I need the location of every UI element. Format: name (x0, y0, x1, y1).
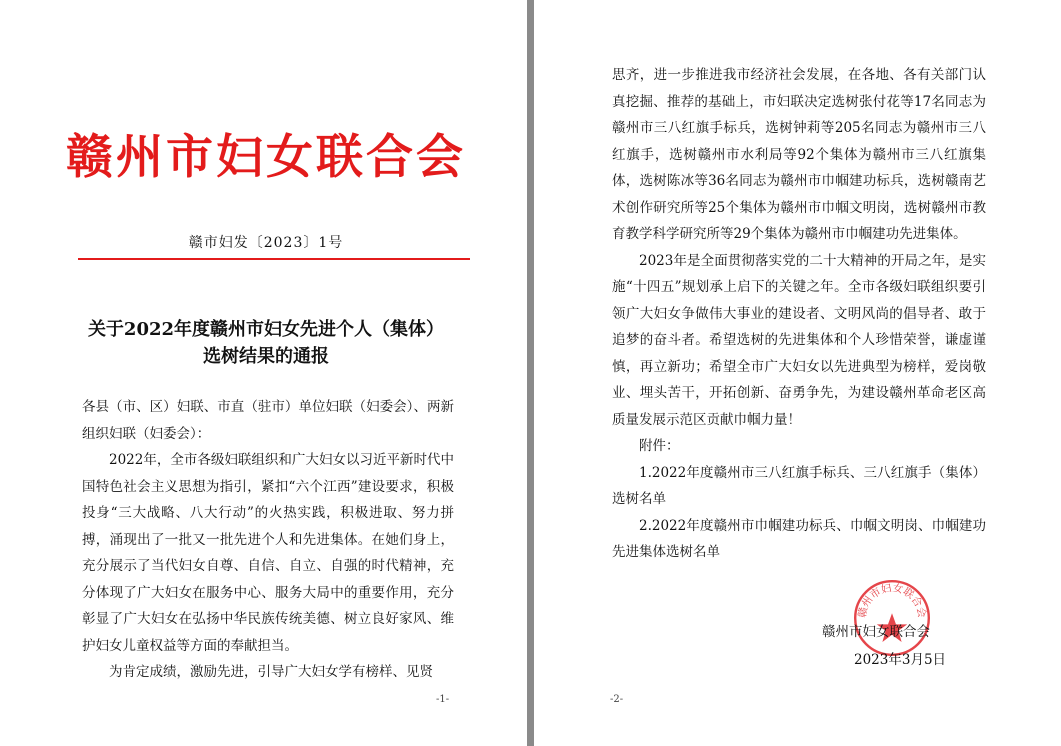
page-number: -1- (436, 694, 450, 705)
page-number: -2- (610, 694, 624, 705)
page1-body (82, 394, 454, 686)
signature-date: 2023年3月5日 (854, 652, 947, 668)
document-number: 赣市妇发〔2023〕1号 (188, 235, 344, 251)
paragraph-1: 2022年，全市各级妇联组织和广大妇女以习近平新时代中国特色社会主义思想为指引，紧扣“六个江西”建设要求，积极投身“三大战略、八大行动”的火热实践，积极进取、努力拼搏，涌现出了一批又一批先进个人和先进集体。在她们身上，充分展示了当代妇女自尊、自信、自立、自强的时代精神，充分体现了广大妇女在服务中心、服务大局中的重要作用，充分彰显了广大妇女在弘扬中华民族传统美德、树立良好家风、维护妇女儿童权益等方面的奉献担当。 (82, 452, 454, 654)
page2-body (612, 62, 986, 566)
attachments-label: 附件： (639, 438, 680, 454)
seal-text: 赣州市妇女联合会 (856, 582, 928, 619)
document-page-2 (534, 0, 1061, 746)
red-divider-line (78, 258, 470, 260)
attachment-2: 2.2022年度赣州市巾帼建功标兵、巾帼文明岗、巾帼建功先进集体选树名单 (612, 517, 986, 560)
official-seal-icon (852, 578, 932, 658)
attachment-1: 1.2022年度赣州市三八红旗手标兵、三八红旗手（集体）选树名单 (612, 464, 986, 507)
org-header-title: 赣州市妇女联合会 (66, 130, 466, 185)
paragraph-2-continued: 思齐，进一步推进我市经济社会发展，在各地、各有关部门认真挖掘、推荐的基础上，市妇联决定选树张付花等17名同志为赣州市三八红旗手标兵，选树钟莉等205名同志为赣州市三八红旗手，选树赣州市水利局等92个集体为赣州市三八红旗集体，选树陈冰等36名同志为赣州市巾帼建功标兵，选树赣南艺术创作研究所等25个集体为赣州市巾帼文明岗，选树赣州市教育教学科学研究所等29个集体为赣州市巾帼建功先进集体。 (612, 67, 986, 242)
notice-title (66, 316, 466, 370)
document-page-1 (0, 0, 527, 746)
notice-title-line2: 选树结果的通报 (203, 346, 329, 367)
signature-organization: 赣州市妇女联合会 (822, 624, 930, 640)
paragraph-2-start: 为肯定成绩，激励先进，引导广大妇女学有榜样、见贤 (109, 664, 433, 680)
notice-title-line1: 关于2022年度赣州市妇女先进个人（集体） (87, 319, 445, 340)
paragraph-3: 2023年是全面贯彻落实党的二十大精神的开局之年，是实施“十四五”规划承上启下的关键之年。全市各级妇联组织要引领广大妇女争做伟大事业的建设者、文明风尚的倡导者、敢于追梦的奋斗者。希望选树的先进集体和个人珍惜荣誉，谦虚谨慎，再立新功；希望全市广大妇女以先进典型为榜样，爱岗敬业、埋头苦干，开拓创新、奋勇争先，为建设赣州革命老区高质量发展示范区贡献巾帼力量！ (612, 252, 986, 428)
addressee: 各县（市、区）妇联、市直（驻市）单位妇联（妇委会）、两新组织妇联（妇委会）： (82, 399, 454, 442)
